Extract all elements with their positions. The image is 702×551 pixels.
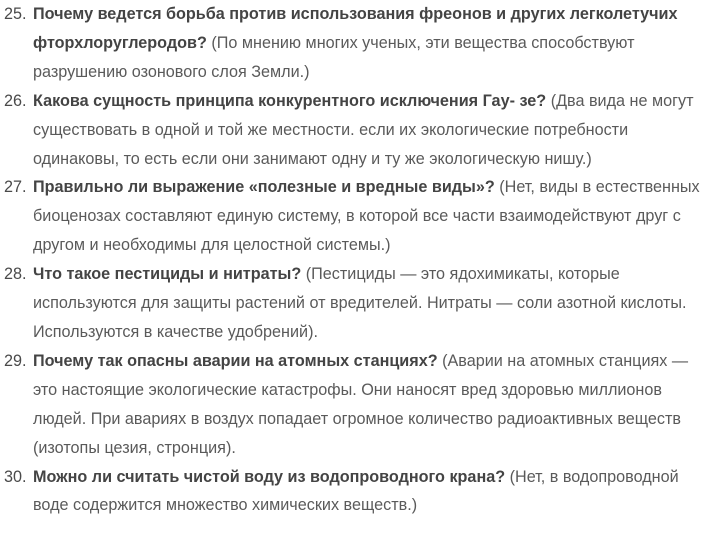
question-text: Почему ведется борьба против использования фреонов и других легколетучих фторхлоруглеродов? [33, 5, 678, 52]
answer-text: (Нет, виды в естественных биоценозах составляют единую систему, в которой все части взаимодействуют друг с другом и необходимы для целостной системы.) [33, 178, 700, 255]
answer-text: (Два вида не могут существовать в одной и той же местности. если их экологические потребности одинаковы, то есть если они занимают одну и ту же экологическую нишу.) [33, 91, 694, 168]
list-item-29 [0, 347, 702, 463]
item-number: 28. [4, 265, 27, 284]
answer-text: (Аварии на атомных станциях — это настоящие экологические катастрофы. Они наносят вред здоровью миллионов людей. При авариях в воздух попадает огромное количество радиоактивных веществ (изотопы цезия, стронция). [33, 351, 689, 457]
question-text: Правильно ли выражение «полезные и вредные виды»? [33, 178, 495, 197]
list-item-27 [0, 173, 702, 260]
item-number: 26. [4, 91, 27, 110]
item-number: 29. [4, 351, 27, 370]
item-number: 27. [4, 178, 27, 197]
item-number: 25. [4, 5, 27, 23]
question-text: Какова сущность принципа конкурентного исключения Гау- зе? [33, 91, 547, 110]
question-text: Что такое пестициды и нитраты? [33, 265, 302, 284]
answer-text: (Пестициды — это ядохимикаты, которые используются для защиты растений от вредителей. Нитраты — соли азотной кислоты. Используются в качестве удобрений). [33, 265, 687, 341]
list-item-30 [0, 463, 702, 521]
list-item-28 [0, 260, 702, 347]
list-item-25 [0, 0, 702, 87]
list-item-26 [0, 87, 702, 174]
question-text: Почему так опасны аварии на атомных станциях? [33, 351, 438, 370]
answer-text: (По мнению многих ученых, эти вещества способствуют разрушению озонового слоя Земли.) [33, 33, 635, 81]
answer-text: (Нет, в водопроводной воде содержится множество химических веществ.) [33, 467, 679, 515]
item-number: 30. [4, 467, 27, 486]
question-text: Можно ли считать чистой воду из водопроводного крана? [33, 467, 506, 486]
